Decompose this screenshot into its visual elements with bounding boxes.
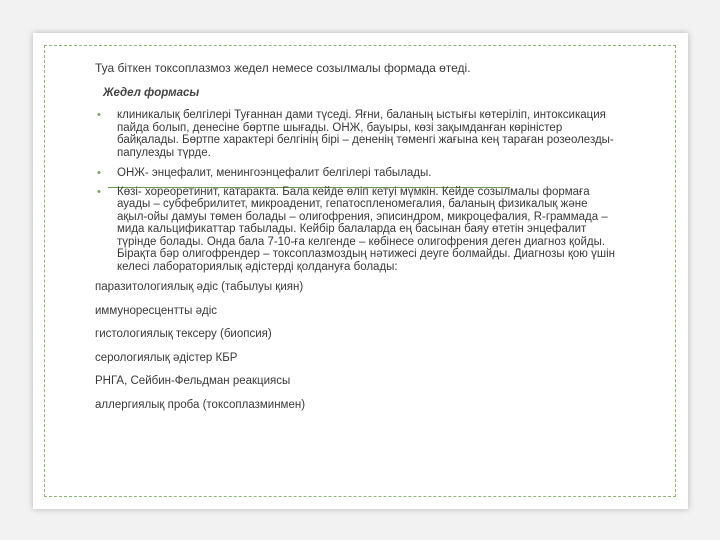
- method-item: РНГА, Сейбин-Фельдман реакциясы: [95, 375, 291, 387]
- method-item: паразитологиялық әдіс (табылуы қиян): [95, 281, 304, 293]
- slide-content: [95, 62, 615, 422]
- method-item: аллергиялық проба (токсоплазминмен): [95, 398, 306, 411]
- bullet-icon: •: [97, 185, 101, 198]
- method-item: иммуноресцентты әдіс: [95, 304, 218, 317]
- bullet-text: клиникалық белгілері Туғаннан дами түседі. Яғни, баланың ыстығы көтеріліп, интоксикация пайда болып, денесіне бөртпе шығады. ОНЖ, бауыры, көзі зақымданған көріністер байқалады. Бөртпе характері белгінің бірі – дененің төменгі жағына кең тараған розеолезды-папулезды түрде.: [117, 109, 614, 159]
- bullet-icon: •: [97, 109, 101, 121]
- intro-text: Туа біткен токсоплазмоз жедел немесе созылмалы формада өтеді.: [95, 61, 471, 75]
- bullet-item: [95, 186, 615, 274]
- bullet-icon: •: [97, 167, 101, 179]
- bullet-item: [95, 167, 615, 180]
- method-item: серологиялық әдістер КБР: [95, 351, 238, 364]
- method-list: [95, 281, 615, 411]
- section-subtitle: Жедел формасы: [103, 86, 200, 99]
- bullet-text: ОНЖ- энцефалит, менингоэнцефалит белгілері табылады.: [117, 167, 432, 179]
- method-item: гистологиялық тексеру (биопсия): [95, 328, 272, 340]
- bullet-text: Көзі- хореоретинит, катаракта. Бала кейде өліп кетуі мүмкін. Кейде созылмалы формаға ауады – субфебрилитет, микроаденит, гепатоспленомегалия, баланың физикалық және ақыл-ойы дамуы төмен болады – олигофрения, эписиндром, микроцефалия, R-граммада – мида кальцификаттар табылады. Кейбір балаларда ең басынан баяу өтетін энцефалит түрінде болады. Онда бала 7-10-ға келгенде – көбінесе олигофрения деген диагноз қойды. Бірақта бәр олигофрендер – токсоплазмоздың нәтижесі деуге болмайды. Диагнозы қою үшін келесі лабораториялық әдістерді қолдануға болады:: [117, 185, 615, 273]
- bullet-item: [95, 109, 615, 159]
